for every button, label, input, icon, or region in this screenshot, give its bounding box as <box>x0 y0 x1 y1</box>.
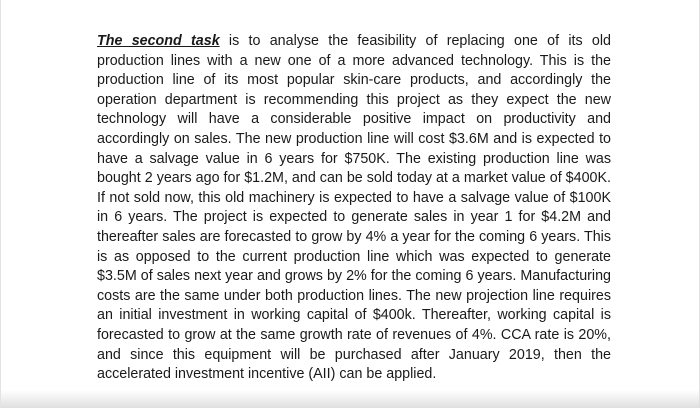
task-paragraph <box>97 32 611 385</box>
page-bottom-shadow <box>1 390 700 408</box>
task-heading: The second task <box>97 33 220 49</box>
task-body-text: is to analyse the feasibility of replacing one of its old production lines with a new one of a more advanced technology. This is the production line of its most popular skin-care products, and accordingly the operation department is recommending this project as they expect the new technology will have a considerable positive impact on productivity and accordingly on sales. The new production line will cost $3.6M and is expected to have a salvage value in 6 years for $750K. The existing production line was bought 2 years ago for $1.2M, and can be sold today at a market value of $400K. If not sold now, this old machinery is expected to have a salvage value of $100K in 6 years. The project is expected to generate sales in year 1 for $4.2M and thereafter sales are forecasted to grow by 4% a year for the coming 6 years. This is as opposed to the current production line which was expected to generate $3.5M of sales next year and grows by 2% for the coming 6 years. Manufacturing costs are the same under both production lines. The new projection line requires an initial investment in working capital of $400k. Thereafter, working capital is forecasted to grow at the same growth rate of revenues of 4%. CCA rate is 20%, and since this equipment will be purchased after January 2019, then the accelerated investment incentive (AII) can be applied. <box>97 33 611 383</box>
